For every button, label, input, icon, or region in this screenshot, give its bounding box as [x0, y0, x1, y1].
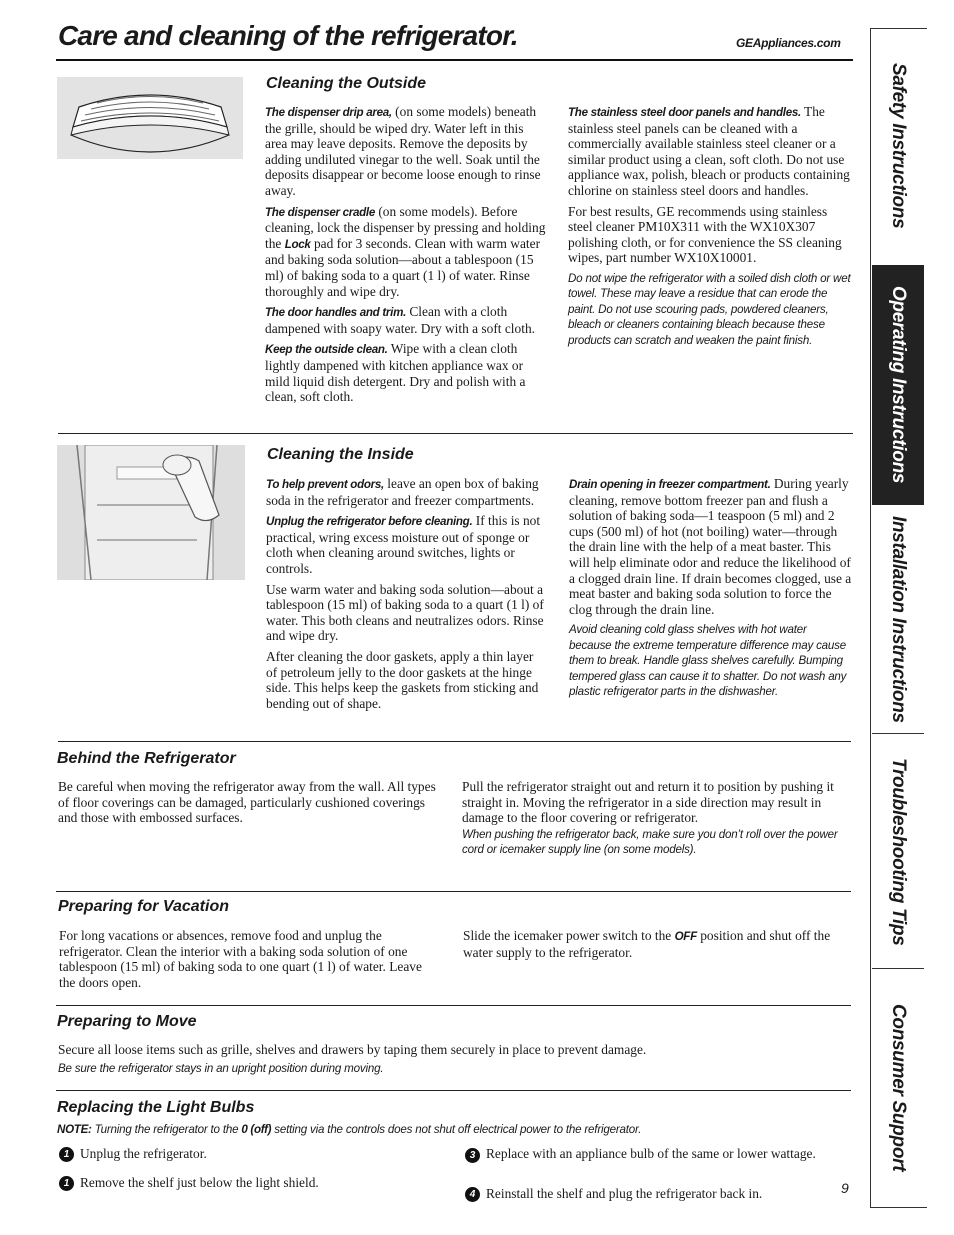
- handles-paragraph: The door handles and trim. Clean with a cloth dampened with soapy water. Dry with a soft cloth.: [265, 304, 535, 336]
- outside-left-column: [265, 104, 548, 410]
- section-heading-bulbs: Replacing the Light Bulbs: [57, 1099, 255, 1116]
- bulb-step: 1 Remove the shelf just below the light shield.: [59, 1175, 439, 1191]
- warm-water-paragraph: Use warm water and baking soda solution—about a tablespoon (15 ml) of baking soda to a quart (1 l) of water. This both cleans and neutralizes odors. Rinse and wipe dry.: [266, 581, 544, 644]
- tab-consumer-support[interactable]: Consumer Support: [888, 1003, 909, 1172]
- tab-operating-instructions[interactable]: Operating Instructions: [872, 265, 924, 505]
- section-rule: [58, 433, 853, 434]
- section-rule: [56, 891, 851, 892]
- recommend-paragraph: For best results, GE recommends using stainless steel cleaner PM10X311 with the WX10X307 polishing cloth, or for convenience the SS cleaning wipes, part number WX10X10001.: [568, 203, 842, 266]
- keep-clean-paragraph: Keep the outside clean. Wipe with a clean cloth lightly dampened with kitchen appliance wax or mild liquid dish detergent. Dry and polish with a clean, soft cloth.: [265, 341, 526, 405]
- page-title: Care and cleaning of the refrigerator.: [58, 20, 518, 51]
- tab-installation-instructions[interactable]: Installation Instructions: [872, 505, 924, 734]
- section-rule: [56, 1090, 851, 1091]
- header-rule: [56, 59, 853, 61]
- section-heading-inside: Cleaning the Inside: [267, 446, 414, 463]
- bulb-step: 1 Unplug the refrigerator.: [59, 1146, 439, 1162]
- page-number: 9: [841, 1180, 849, 1196]
- section-heading-behind: Behind the Refrigerator: [57, 750, 236, 767]
- section-rule: [56, 1005, 851, 1006]
- step-number-icon: 3: [465, 1148, 480, 1163]
- move-note: Be sure the refrigerator stays in an upright position during moving.: [58, 1062, 384, 1075]
- step-number-icon: 1: [59, 1147, 74, 1162]
- tab-troubleshooting-tips[interactable]: Troubleshooting Tips: [872, 735, 924, 969]
- vacation-right-text: Slide the icemaker power switch to the OFF position and shut off the water supply to the refrigerator.: [463, 928, 831, 960]
- bulbs-note: NOTE: Turning the refrigerator to the 0 (off) setting via the controls does not shut off electrical power to the refrigerator.: [57, 1123, 642, 1136]
- inside-left-column: [266, 476, 546, 716]
- outside-caution-note: Do not wipe the refrigerator with a soiled dish cloth or wet towel. These may leave a residue that can erode the paint. Do not use scouring pads, powdered cleaners, bleach or cleaners containing bleach because these products can scratch and weaken the paint finish.: [568, 271, 851, 347]
- unplug-paragraph: Unplug the refrigerator before cleaning. If this is not practical, wring excess moisture out of sponge or cloth when cleaning around switches, lights or controls.: [266, 513, 541, 576]
- outside-right-column: [568, 104, 851, 353]
- behind-right-column: [462, 779, 842, 863]
- gaskets-paragraph: After cleaning the door gaskets, apply a thin layer of petroleum jelly to the door gaskets at the hinge side. This helps keep the gaskets from sticking and bending out of shape.: [266, 648, 539, 711]
- move-text: Secure all loose items such as grille, shelves and drawers by taping them securely in place to prevent damage.: [58, 1042, 647, 1057]
- section-rule: [58, 741, 851, 742]
- step-number-icon: 4: [465, 1187, 480, 1202]
- drain-paragraph: Drain opening in freezer compartment. During yearly cleaning, remove bottom freezer pan and flush a solution of baking soda—1 teaspoon (5 ml) and 2 cups (500 ml) of hot (not boiling) water—through the drain line with the help of a meat baster. This will help eliminate odor and reduce the likelihood of a clogged drain line. If drain becomes clogged, use a meat baster and baking soda solution to force the clog through the drain line.: [569, 476, 852, 617]
- interior-cleaning-photo: [57, 445, 245, 580]
- inside-right-column: [569, 476, 852, 704]
- cradle-paragraph: The dispenser cradle (on some models). Before cleaning, lock the dispenser by pressing and holding the Lock pad for 3 seconds. Clean with warm water and baking soda solution—about a tablespoon (15 ml) of baking soda to a quart (1 l) of water. Rinse thoroughly and wipe dry.: [265, 203, 546, 299]
- dispenser-grille-illustration: [57, 77, 243, 159]
- section-heading-vacation: Preparing for Vacation: [58, 898, 229, 915]
- behind-right-text: Pull the refrigerator straight out and return it to position by pushing it straight in. Moving the refrigerator in a side direction may result in damage to the floor covering or refrigerator.: [462, 779, 834, 826]
- behind-left-text: Be careful when moving the refrigerator away from the wall. All types of floor coverings can be damaged, particularly cushioned coverings and those with embossed surfaces.: [58, 779, 436, 826]
- bulb-step: 4 Reinstall the shelf and plug the refrigerator back in.: [465, 1186, 835, 1202]
- vacation-left-text: For long vacations or absences, remove food and unplug the refrigerator. Clean the interior with a baking soda solution of one tablespoon (15 ml) of baking soda to one quart (1 l) of water. Leave the doors open.: [59, 928, 422, 990]
- site-url[interactable]: GEAppliances.com: [736, 36, 841, 50]
- tab-safety-instructions[interactable]: Safety Instructions: [888, 63, 909, 229]
- drip-area-paragraph: The dispenser drip area, (on some models) beneath the grille, should be wiped dry. Water left in this area may leave deposits. Remove the deposits by adding undiluted vinegar to the well. Soak until the deposits disappear or become loose enough to rinse away.: [265, 104, 541, 198]
- section-heading-move: Preparing to Move: [57, 1013, 197, 1030]
- prevent-odors-paragraph: To help prevent odors, leave an open box of baking soda in the refrigerator and freezer compartments.: [266, 476, 539, 508]
- glass-shelves-note: Avoid cleaning cold glass shelves with hot water because the extreme temperature difference may cause them to break. Handle glass shelves carefully. Bumping tempered glass can cause it to shatter. Do not wash any plastic refrigerator parts in the dishwasher.: [569, 623, 847, 698]
- bulb-step: 3 Replace with an appliance bulb of the same or lower wattage.: [465, 1146, 835, 1163]
- behind-note: When pushing the refrigerator back, make sure you don’t roll over the power cord or icemaker supply line (on some models).: [462, 827, 838, 857]
- section-heading-outside: Cleaning the Outside: [266, 75, 427, 92]
- step-number-icon: 1: [59, 1176, 74, 1191]
- stainless-paragraph: The stainless steel door panels and handles. The stainless steel panels can be cleaned with a commercially available stainless steel cleaner or a similar product using a clean, soft cloth. Do not use appliance wax, polish, bleach or products containing chlorine on stainless steel doors and handles.: [568, 104, 850, 198]
